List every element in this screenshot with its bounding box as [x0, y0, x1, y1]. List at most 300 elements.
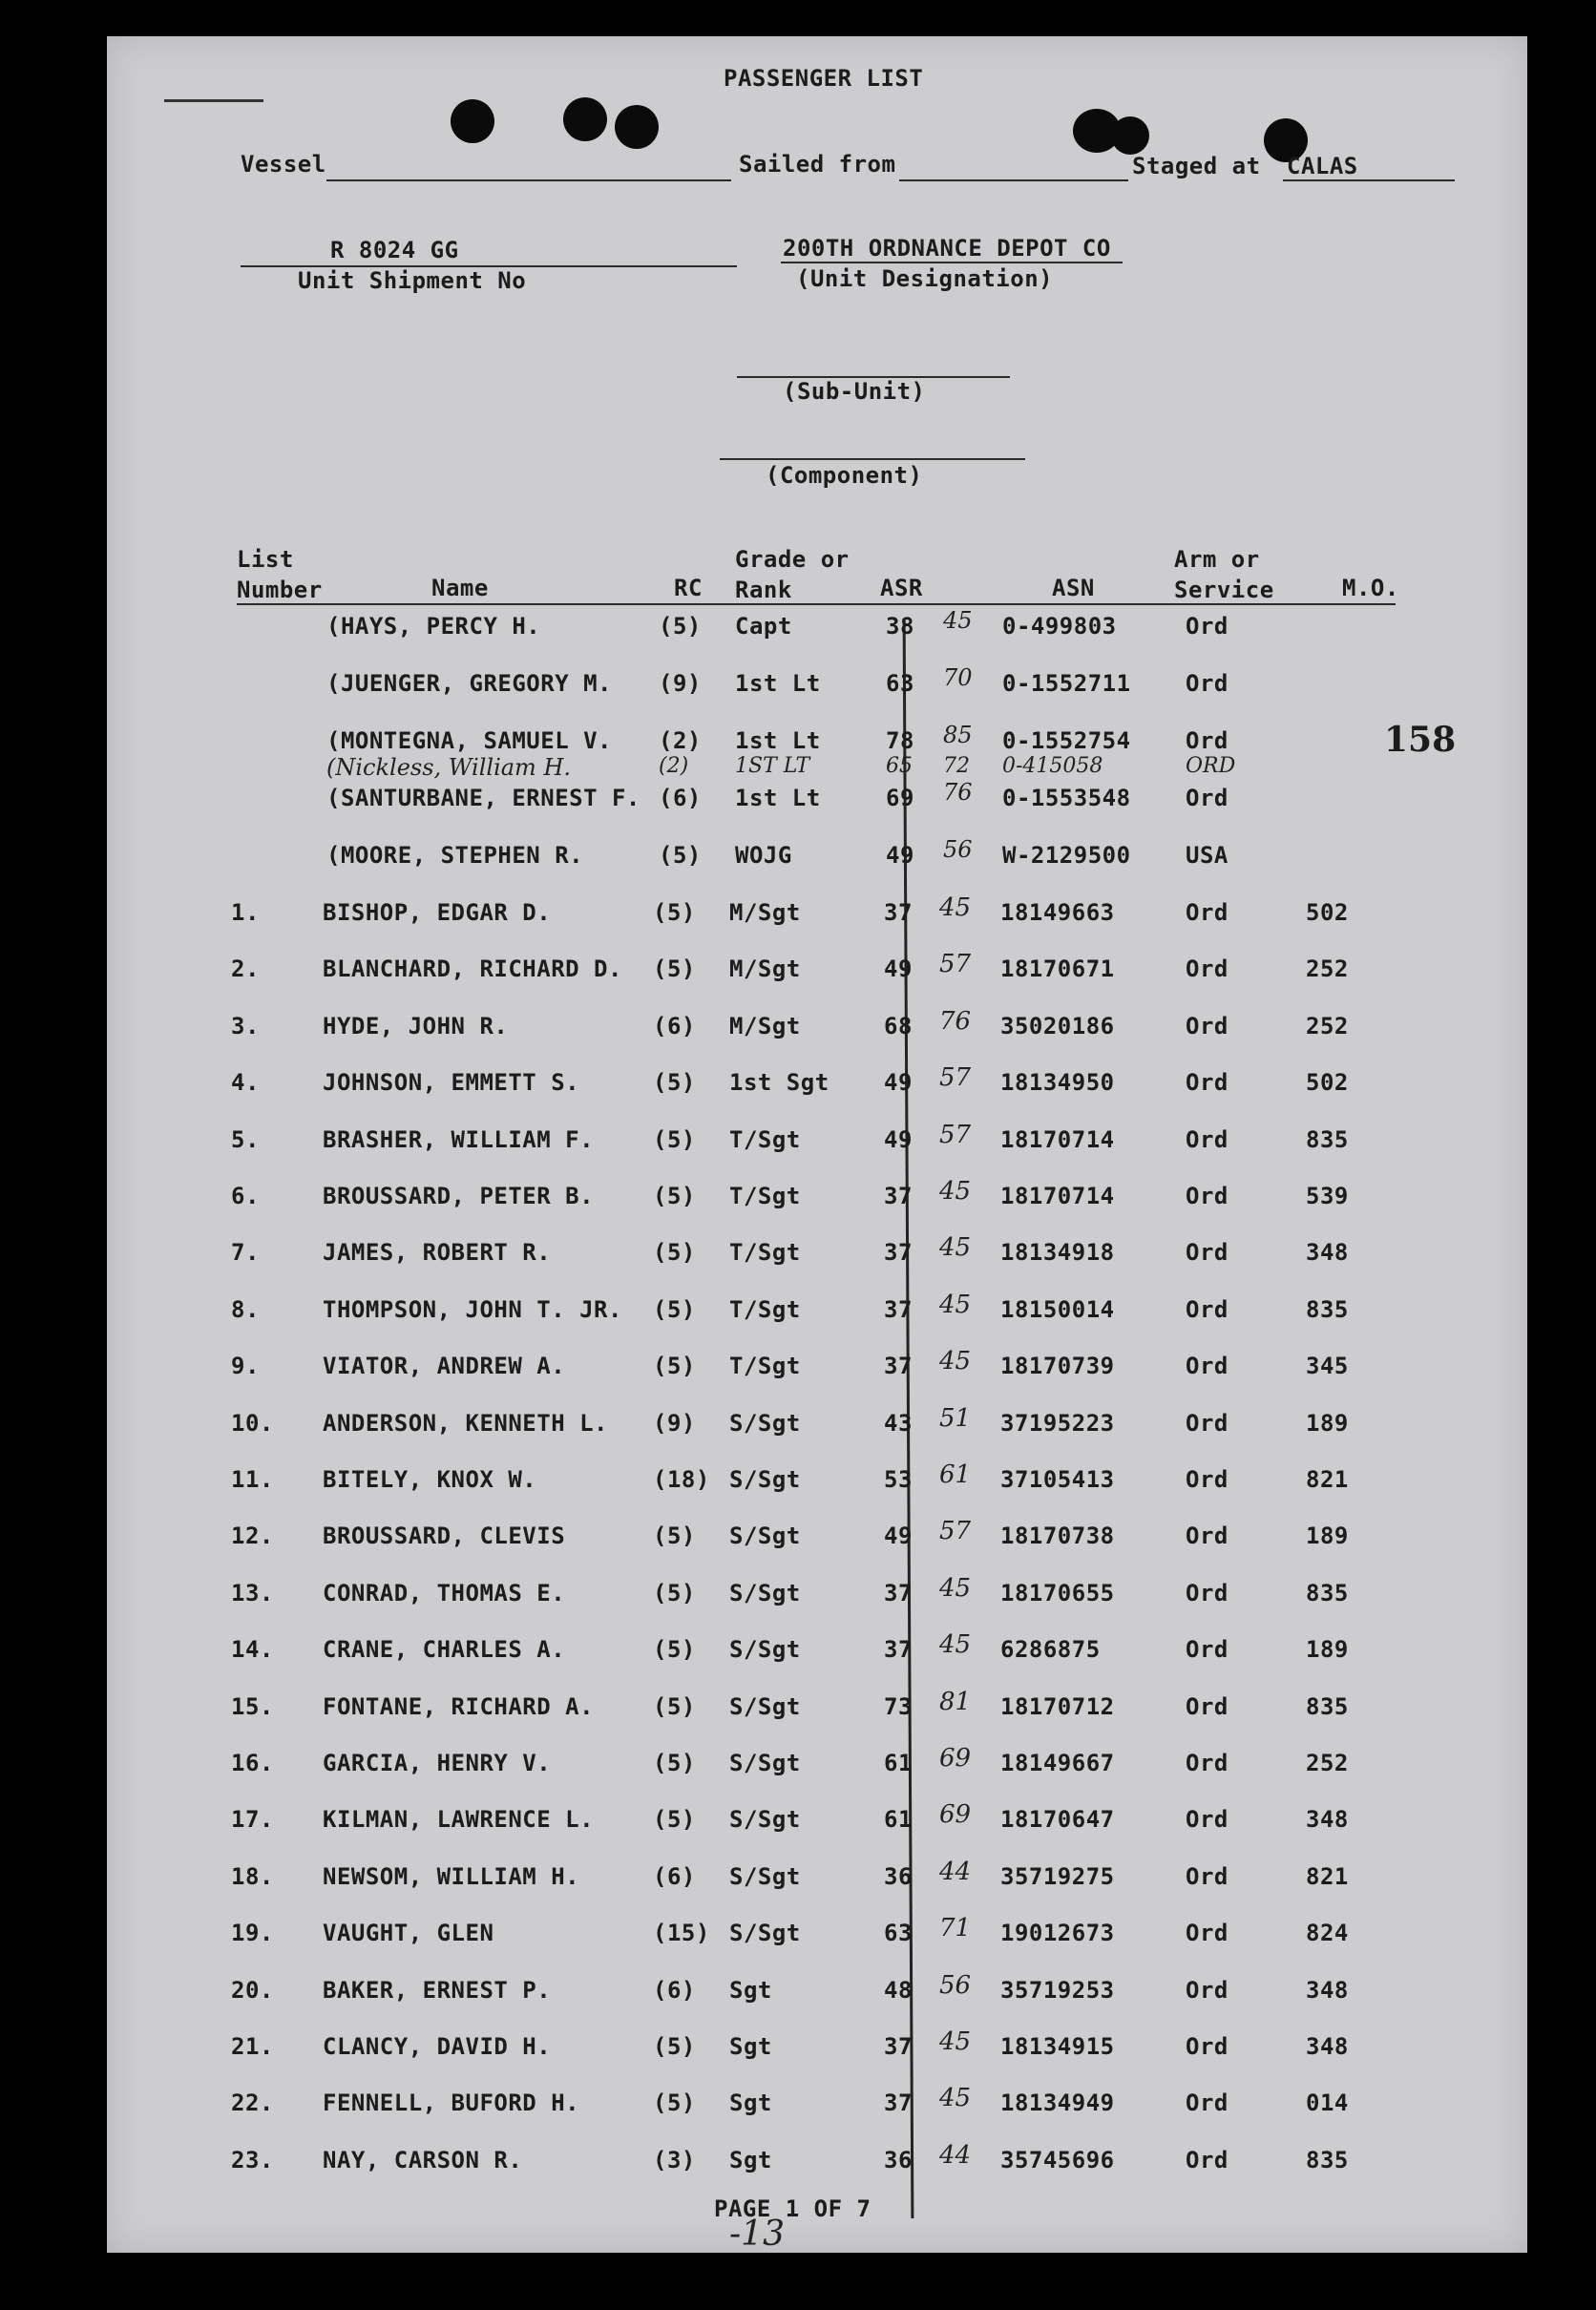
passenger-rc: (5): [653, 899, 696, 926]
passenger-arm: Ord: [1186, 2146, 1228, 2174]
passenger-arm: Ord: [1186, 1862, 1228, 1890]
officer-asn: 0-1552711: [1002, 670, 1131, 697]
passenger-asr: 49: [884, 956, 913, 983]
insert-rank: 1ST LT: [735, 754, 810, 778]
passenger-asn: 37195223: [1000, 1409, 1115, 1437]
passenger-rc: (5): [653, 2090, 696, 2117]
passenger-asn: 18150014: [1000, 1295, 1115, 1323]
passenger-arm: Ord: [1186, 2090, 1228, 2117]
passenger-rc: (5): [653, 1069, 696, 1097]
passenger-asr: 37: [884, 1295, 913, 1323]
passenger-asn: 37105413: [1000, 1466, 1115, 1493]
passenger-rank: T/Sgt: [729, 1239, 801, 1267]
passenger-rank: T/Sgt: [729, 1353, 801, 1380]
passenger-arm: Ord: [1186, 1522, 1228, 1550]
passenger-asr-handwritten: 45: [939, 1290, 972, 1319]
passenger-mo: 835: [1306, 2146, 1349, 2174]
vessel-field-line: [326, 179, 731, 181]
passenger-rc: (5): [653, 1239, 696, 1267]
row-number: 5.: [231, 1125, 260, 1153]
passenger-mo: 014: [1306, 2090, 1349, 2117]
passenger-asr: 49: [884, 1125, 913, 1153]
insert-name: (Nickless, William H.: [326, 754, 571, 781]
col-arm: [1174, 544, 1274, 605]
passenger-asn: 19012673: [1000, 1920, 1115, 1947]
passenger-asr-handwritten: 45: [939, 1630, 972, 1660]
row-number: 4.: [231, 1069, 260, 1097]
row-number: 21.: [231, 2033, 274, 2060]
passenger-rank: S/Sgt: [729, 1750, 801, 1776]
col-mo: M.O.: [1342, 575, 1399, 601]
passenger-rc: (5): [653, 956, 696, 983]
passenger-asr-handwritten: 44: [939, 2140, 972, 2170]
officer-rc: (2): [659, 727, 702, 754]
passenger-name: JOHNSON, EMMETT S.: [323, 1069, 580, 1097]
officer-rc: (5): [659, 613, 702, 640]
table-row: [107, 1233, 1527, 1277]
table-row: [107, 1063, 1527, 1107]
row-number: 7.: [231, 1239, 260, 1267]
passenger-rc: (5): [653, 1692, 696, 1720]
passenger-arm: Ord: [1186, 1692, 1228, 1720]
passenger-mo: 189: [1306, 1522, 1349, 1550]
col-name: Name: [431, 575, 489, 601]
handwritten-page-note: -13: [729, 2215, 785, 2254]
officer-rank: WOJG: [735, 842, 792, 869]
passenger-mo: 835: [1306, 1295, 1349, 1323]
passenger-rank: M/Sgt: [729, 899, 801, 926]
passenger-asr: 37: [884, 2033, 913, 2060]
passenger-rc: (5): [653, 1125, 696, 1153]
table-row: [107, 1517, 1527, 1561]
passenger-asr: 48: [884, 1976, 913, 2004]
table-row: [107, 2084, 1527, 2128]
passenger-asn: 18134950: [1000, 1069, 1115, 1097]
passenger-asr-handwritten: 45: [939, 1573, 972, 1603]
col-list-number-line1: List: [237, 546, 294, 573]
row-number: 3.: [231, 1012, 260, 1040]
col-grade-line1: Grade or: [735, 546, 850, 573]
officer-asn: 0-1553548: [1002, 785, 1131, 811]
passenger-rank: T/Sgt: [729, 1125, 801, 1153]
passenger-asn: 18170714: [1000, 1125, 1115, 1153]
passenger-rc: (5): [653, 1522, 696, 1550]
row-number: 19.: [231, 1920, 274, 1947]
passenger-asr-handwritten: 71: [939, 1914, 972, 1943]
passenger-rank: S/Sgt: [729, 1806, 801, 1834]
unit-designation-line: [781, 262, 1123, 263]
passenger-name: BROUSSARD, PETER B.: [323, 1183, 595, 1209]
row-number: 17.: [231, 1806, 274, 1834]
passenger-arm: Ord: [1186, 1466, 1228, 1493]
passenger-mo: 189: [1306, 1636, 1349, 1664]
passenger-asn: 18170671: [1000, 956, 1115, 983]
passenger-asr-handwritten: 57: [939, 950, 972, 979]
passenger-asr: 36: [884, 2146, 913, 2174]
passenger-arm: Ord: [1186, 1976, 1228, 2004]
table-row: [107, 893, 1527, 937]
officer-asr: 38: [886, 613, 914, 640]
passenger-name: KILMAN, LAWRENCE L.: [323, 1806, 595, 1834]
passenger-mo: 821: [1306, 1862, 1349, 1890]
officer-asr: 49: [886, 842, 914, 869]
row-number: 10.: [231, 1409, 274, 1437]
passenger-arm: Ord: [1186, 2033, 1228, 2060]
passenger-rank: S/Sgt: [729, 1409, 801, 1437]
table-row: [107, 1460, 1527, 1504]
officer-asr-handwritten: 76: [943, 779, 973, 806]
passenger-mo: 502: [1306, 899, 1349, 926]
passenger-name: BLANCHARD, RICHARD D.: [323, 956, 622, 983]
passenger-asr: 49: [884, 1069, 913, 1097]
passenger-name: FONTANE, RICHARD A.: [323, 1692, 595, 1720]
insert-asr: 65: [886, 754, 913, 778]
insert-rc: (2): [659, 754, 689, 778]
passenger-asr-handwritten: 69: [939, 1744, 972, 1773]
passenger-arm: Ord: [1186, 1579, 1228, 1606]
passenger-rc: (5): [653, 1579, 696, 1606]
officer-rank: 1st Lt: [735, 727, 821, 754]
passenger-name: CONRAD, THOMAS E.: [323, 1579, 566, 1606]
passenger-arm: Ord: [1186, 1239, 1228, 1267]
unit-designation-label: (Unit Designation): [796, 265, 1054, 292]
row-number: 6.: [231, 1183, 260, 1209]
table-row: [107, 1744, 1527, 1788]
officer-rank: 1st Lt: [735, 670, 821, 697]
passenger-asr: 49: [884, 1522, 913, 1550]
table-row: [107, 1970, 1527, 2015]
passenger-asn: 18134915: [1000, 2033, 1115, 2060]
passenger-name: FENNELL, BUFORD H.: [323, 2090, 580, 2117]
passenger-name: THOMPSON, JOHN T. JR.: [323, 1295, 622, 1323]
row-number: 2.: [231, 956, 260, 983]
passenger-asr: 61: [884, 1750, 913, 1776]
passenger-arm: Ord: [1186, 1295, 1228, 1323]
passenger-asr-handwritten: 57: [939, 1063, 972, 1093]
officer-asn: 0-1552754: [1002, 727, 1131, 754]
table-row: [107, 2140, 1527, 2185]
sailed-from-label: Sailed from: [739, 151, 896, 178]
passenger-mo: 348: [1306, 1239, 1349, 1267]
passenger-rc: (9): [653, 1409, 696, 1437]
officer-asr: 78: [886, 727, 914, 754]
passenger-arm: Ord: [1186, 1012, 1228, 1040]
passenger-rank: S/Sgt: [729, 1920, 801, 1947]
col-list-number-line2: Number: [237, 577, 323, 603]
sailed-from-field-line: [899, 179, 1128, 181]
officer-arm: Ord: [1186, 727, 1228, 754]
passenger-mo: 539: [1306, 1183, 1349, 1209]
passenger-rc: (6): [653, 1976, 696, 2004]
component-line: [720, 458, 1025, 460]
passenger-asr: 37: [884, 899, 913, 926]
passenger-mo: 821: [1306, 1466, 1349, 1493]
subunit-label: (Sub-Unit): [783, 378, 926, 405]
officer-asr: 63: [886, 670, 914, 697]
officer-asr-handwritten: 56: [943, 836, 973, 863]
passenger-rank: Sgt: [729, 2090, 772, 2117]
passenger-asr: 37: [884, 1579, 913, 1606]
officer-row: [107, 607, 1527, 651]
passenger-arm: Ord: [1186, 1806, 1228, 1834]
passenger-rc: (5): [653, 1183, 696, 1209]
table-row: [107, 1800, 1527, 1844]
passenger-asn: 18170655: [1000, 1579, 1115, 1606]
passenger-mo: 345: [1306, 1353, 1349, 1380]
passenger-asr: 36: [884, 1862, 913, 1890]
row-number: 23.: [231, 2146, 274, 2174]
passenger-asr: 53: [884, 1466, 913, 1493]
passenger-asr-handwritten: 56: [939, 1970, 972, 2000]
passenger-asr-handwritten: 61: [939, 1460, 972, 1489]
punch-hole: [1111, 116, 1149, 155]
passenger-name: VIATOR, ANDREW A.: [323, 1353, 566, 1380]
row-number: 14.: [231, 1636, 274, 1664]
passenger-mo: 252: [1306, 956, 1349, 983]
unit-designation-value: 200TH ORDNANCE DEPOT CO: [783, 235, 1111, 262]
officer-arm: Ord: [1186, 785, 1228, 811]
officer-asr-handwritten: 85: [943, 722, 973, 748]
insert-arm: ORD: [1186, 754, 1236, 778]
table-row: [107, 1687, 1527, 1732]
officer-row: [107, 664, 1527, 708]
table-row: [107, 950, 1527, 994]
table-row: [107, 1573, 1527, 1618]
passenger-mo: 835: [1306, 1692, 1349, 1720]
passenger-asr: 43: [884, 1409, 913, 1437]
officer-asn: 0-499803: [1002, 613, 1117, 640]
row-number: 9.: [231, 1353, 260, 1380]
passenger-rank: T/Sgt: [729, 1295, 801, 1323]
passenger-asr: 61: [884, 1806, 913, 1834]
passenger-name: BITELY, KNOX W.: [323, 1466, 537, 1493]
passenger-arm: Ord: [1186, 1125, 1228, 1153]
passenger-asr-handwritten: 45: [939, 1233, 972, 1263]
col-arm-line2: Service: [1174, 577, 1274, 603]
passenger-rank: S/Sgt: [729, 1579, 801, 1606]
passenger-name: JAMES, ROBERT R.: [323, 1239, 552, 1267]
punch-hole: [563, 97, 607, 141]
punch-hole: [451, 99, 494, 143]
officer-row: [107, 836, 1527, 880]
passenger-rank: Sgt: [729, 2033, 772, 2060]
passenger-asn: 18149663: [1000, 899, 1115, 926]
table-row: [107, 2027, 1527, 2071]
table-row: [107, 1630, 1527, 1674]
passenger-mo: 502: [1306, 1069, 1349, 1097]
passenger-asr-handwritten: 57: [939, 1120, 972, 1149]
officer-rc: (9): [659, 670, 702, 697]
passenger-asr: 68: [884, 1012, 913, 1040]
table-row: [107, 1347, 1527, 1391]
col-asr: ASR: [880, 575, 923, 601]
unit-shipment-value: R 8024 GG: [330, 237, 459, 263]
passenger-asn: 35719253: [1000, 1976, 1115, 2004]
passenger-asn: 18170714: [1000, 1183, 1115, 1209]
passenger-rc: (15): [653, 1920, 710, 1947]
passenger-name: CLANCY, DAVID H.: [323, 2033, 552, 2060]
officer-name: (HAYS, PERCY H.: [326, 613, 541, 640]
passenger-rank: Sgt: [729, 1976, 772, 2004]
officer-rank: Capt: [735, 613, 792, 640]
header-rule: [237, 603, 1396, 605]
passenger-asn: 35719275: [1000, 1862, 1115, 1890]
officer-rc: (5): [659, 842, 702, 869]
passenger-asr-handwritten: 44: [939, 1857, 972, 1886]
passenger-rank: M/Sgt: [729, 1012, 801, 1040]
table-row: [107, 1120, 1527, 1165]
table-row: [107, 1006, 1527, 1051]
passenger-name: BRASHER, WILLIAM F.: [323, 1125, 595, 1153]
passenger-asn: 18134918: [1000, 1239, 1115, 1267]
passenger-rank: Sgt: [729, 2146, 772, 2174]
col-grade-line2: Rank: [735, 577, 792, 603]
col-grade: [735, 544, 850, 605]
staged-at-label: Staged at: [1132, 153, 1261, 179]
staged-at-value: CALAS: [1287, 153, 1358, 179]
margin-page-number: 158: [1384, 720, 1457, 760]
row-number: 15.: [231, 1692, 274, 1720]
staple-mark: [164, 99, 263, 102]
vessel-label: Vessel: [241, 151, 326, 178]
officer-rank: 1st Lt: [735, 785, 821, 811]
passenger-arm: Ord: [1186, 1183, 1228, 1209]
component-label: (Component): [766, 462, 923, 489]
row-number: 11.: [231, 1466, 274, 1493]
passenger-mo: 348: [1306, 1976, 1349, 2004]
passenger-arm: Ord: [1186, 1636, 1228, 1664]
col-rc: RC: [674, 575, 703, 601]
passenger-rc: (5): [653, 2033, 696, 2060]
passenger-mo: 189: [1306, 1409, 1349, 1437]
page-indicator: PAGE 1 OF 7: [714, 2195, 872, 2222]
passenger-asr: 37: [884, 1183, 913, 1209]
passenger-asr-handwritten: 45: [939, 1347, 972, 1376]
table-row: [107, 1857, 1527, 1901]
passenger-rc: (5): [653, 1353, 696, 1380]
passenger-mo: 835: [1306, 1579, 1349, 1606]
passenger-arm: Ord: [1186, 1409, 1228, 1437]
page-title: PASSENGER LIST: [724, 65, 924, 92]
passenger-rc: (5): [653, 1636, 696, 1664]
passenger-arm: Ord: [1186, 1353, 1228, 1380]
passenger-mo: 824: [1306, 1920, 1349, 1947]
passenger-asr-handwritten: 69: [939, 1800, 972, 1830]
officer-arm: Ord: [1186, 670, 1228, 697]
passenger-asn: 18170712: [1000, 1692, 1115, 1720]
passenger-asn: 18170738: [1000, 1522, 1115, 1550]
passenger-rank: S/Sgt: [729, 1636, 801, 1664]
passenger-asr: 37: [884, 1353, 913, 1380]
passenger-name: HYDE, JOHN R.: [323, 1012, 509, 1040]
passenger-arm: Ord: [1186, 1750, 1228, 1776]
passenger-rank: 1st Sgt: [729, 1069, 830, 1097]
row-number: 18.: [231, 1862, 274, 1890]
passenger-rc: (3): [653, 2146, 696, 2174]
officer-arm: USA: [1186, 842, 1228, 869]
passenger-rank: S/Sgt: [729, 1466, 801, 1493]
col-list-number: [237, 544, 323, 605]
passenger-rank: M/Sgt: [729, 956, 801, 983]
passenger-asr-handwritten: 57: [939, 1517, 972, 1546]
passenger-asr-handwritten: 51: [939, 1403, 972, 1433]
table-row: [107, 1403, 1527, 1448]
passenger-rc: (6): [653, 1012, 696, 1040]
staged-at-field-line: [1283, 179, 1455, 181]
passenger-asn: 18170647: [1000, 1806, 1115, 1834]
passenger-rank: S/Sgt: [729, 1862, 801, 1890]
passenger-rank: S/Sgt: [729, 1692, 801, 1720]
officer-asr: 69: [886, 785, 914, 811]
passenger-rc: (5): [653, 1806, 696, 1834]
passenger-asr: 37: [884, 1636, 913, 1664]
passenger-name: NAY, CARSON R.: [323, 2146, 523, 2174]
officer-asn: W-2129500: [1002, 842, 1131, 869]
officer-asr-handwritten: 70: [943, 664, 973, 691]
passenger-asr-handwritten: 76: [939, 1006, 972, 1036]
row-number: 13.: [231, 1579, 274, 1606]
row-number: 12.: [231, 1522, 274, 1550]
table-row: [107, 1914, 1527, 1958]
passenger-asn: 6286875: [1000, 1636, 1101, 1664]
officer-name: (MOORE, STEPHEN R.: [326, 842, 584, 869]
col-asn: ASN: [1052, 575, 1095, 601]
officer-name: (MONTEGNA, SAMUEL V.: [326, 727, 612, 754]
passenger-name: GARCIA, HENRY V.: [323, 1750, 552, 1776]
passenger-name: BROUSSARD, CLEVIS: [323, 1522, 566, 1550]
document-page: [107, 36, 1527, 2253]
passenger-asr-handwritten: 45: [939, 893, 972, 922]
passenger-arm: Ord: [1186, 1920, 1228, 1947]
passenger-arm: Ord: [1186, 899, 1228, 926]
passenger-asn: 35745696: [1000, 2146, 1115, 2174]
passenger-asr: 73: [884, 1692, 913, 1720]
passenger-asn: 18134949: [1000, 2090, 1115, 2117]
officer-rc: (6): [659, 785, 702, 811]
officer-name: (JUENGER, GREGORY M.: [326, 670, 612, 697]
punch-hole: [615, 105, 659, 149]
unit-shipment-label: Unit Shipment No: [298, 267, 527, 294]
passenger-name: CRANE, CHARLES A.: [323, 1636, 566, 1664]
passenger-asr-handwritten: 45: [939, 2027, 972, 2056]
passenger-rank: T/Sgt: [729, 1183, 801, 1209]
insert-asr-handwritten: 72: [943, 754, 970, 778]
passenger-mo: 348: [1306, 1806, 1349, 1834]
passenger-mo: 835: [1306, 1125, 1349, 1153]
row-number: 20.: [231, 1976, 274, 2004]
passenger-asr: 37: [884, 2090, 913, 2117]
passenger-arm: Ord: [1186, 1069, 1228, 1097]
passenger-rc: (5): [653, 1750, 696, 1776]
table-row: [107, 1290, 1527, 1334]
row-number: 22.: [231, 2090, 274, 2117]
passenger-arm: Ord: [1186, 956, 1228, 983]
passenger-mo: 348: [1306, 2033, 1349, 2060]
passenger-asr-handwritten: 45: [939, 1177, 972, 1206]
insert-asn: 0-415058: [1002, 754, 1103, 778]
passenger-mo: 252: [1306, 1750, 1349, 1776]
row-number: 8.: [231, 1295, 260, 1323]
row-number: 16.: [231, 1750, 274, 1776]
passenger-asr: 37: [884, 1239, 913, 1267]
passenger-rc: (6): [653, 1862, 696, 1890]
passenger-name: NEWSOM, WILLIAM H.: [323, 1862, 580, 1890]
passenger-mo: 252: [1306, 1012, 1349, 1040]
passenger-name: VAUGHT, GLEN: [323, 1920, 494, 1947]
passenger-asn: 18170739: [1000, 1353, 1115, 1380]
passenger-rc: (5): [653, 1295, 696, 1323]
passenger-asn: 35020186: [1000, 1012, 1115, 1040]
